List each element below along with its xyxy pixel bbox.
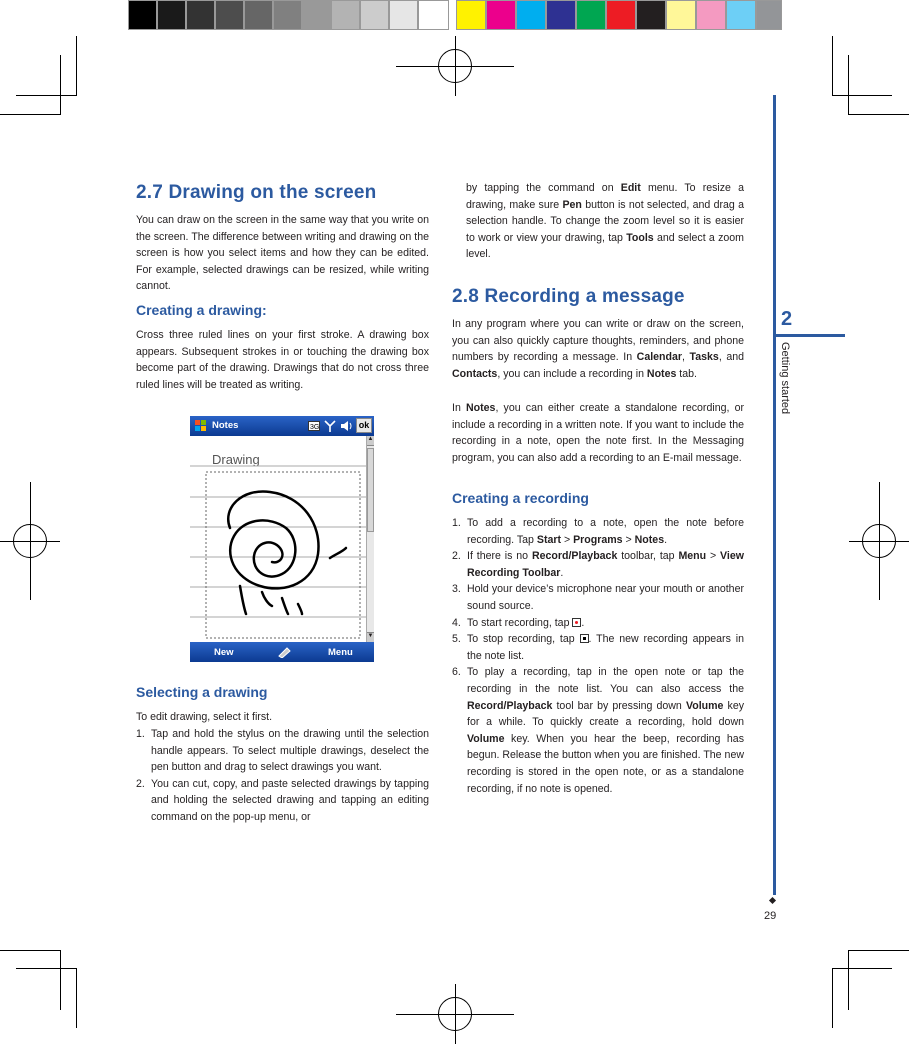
registration-circle (13, 524, 47, 558)
title-bar (190, 416, 374, 436)
scroll-up-icon[interactable]: ▲ (367, 436, 374, 446)
note-title: Drawing (212, 452, 260, 467)
selecting-drawing-text: To edit drawing, select it first. (136, 711, 273, 723)
crop-mark (76, 968, 77, 1028)
gray-swatch (389, 0, 418, 30)
diamond-icon (769, 897, 776, 904)
crop-mark (832, 968, 833, 1028)
registration-circle (438, 49, 472, 83)
crop-mark (76, 36, 77, 96)
color-swatch (606, 0, 636, 30)
list-item (136, 776, 429, 826)
recording-notes-text: In Notes, you can either create a standalone recording, or include a recording in a written note. If you want to include the recording in a note, open the note first. In the Messaging program, you can also add a recording to an E-mail message. (452, 402, 744, 464)
crop-mark (0, 114, 60, 115)
color-swatch (666, 0, 696, 30)
ok-button[interactable]: ok (356, 418, 372, 433)
color-swatch (726, 0, 756, 30)
color-swatch (576, 0, 606, 30)
step-text: You can cut, copy, and paste selected drawings by tapping and holding the selected drawing and tapping an editing command on the pop-up menu, or (151, 777, 429, 823)
creating-drawing-text: Cross three ruled lines on your first stroke. A drawing box appears. Subsequent strokes in or touching the drawing box become part of the drawing. Drawings that do not cross three ruled lines will be treated as writing. (136, 329, 429, 391)
chapter-rule-horizontal (773, 334, 845, 337)
gray-swatch (244, 0, 273, 30)
selecting-continued: by tapping the command on Edit menu. To resize a drawing, make sure Pen button is not selected, and drag a selection handle. To change the zoom level so it is easier to work or view your drawing, tap Tools and select a zoom level. (466, 182, 745, 261)
gray-swatch (418, 0, 449, 30)
gray-swatch (331, 0, 360, 30)
chapter-rule (773, 95, 776, 895)
list-item (136, 726, 429, 776)
step-number: 2. (136, 777, 145, 790)
step-text: Tap and hold the stylus on the drawing until the selection handle appears. To select multiple drawings, deselect the pen button and drag to select drawings you want. (151, 728, 429, 774)
keyboard-icon (308, 420, 320, 432)
selecting-steps (136, 726, 429, 826)
signal-icon (324, 419, 336, 433)
subheading-creating-recording: Creating a recording (452, 490, 589, 506)
gray-swatch (186, 0, 215, 30)
windows-logo-icon (194, 419, 208, 433)
new-softkey[interactable]: New (214, 647, 234, 658)
color-swatch (456, 0, 486, 30)
crop-mark (0, 950, 60, 951)
crop-mark (848, 114, 909, 115)
crop-mark (848, 950, 849, 1010)
color-swatch (516, 0, 546, 30)
list-item: 5. To stop recording, tap . The new recording appears in the note list. (452, 633, 744, 662)
pen-icon[interactable] (278, 646, 292, 658)
step-number: 1. (136, 728, 145, 740)
stop-icon (580, 634, 589, 643)
drawing-canvas[interactable] (190, 436, 366, 642)
color-swatch (756, 0, 782, 30)
speaker-icon (340, 419, 354, 433)
drawing-intro: You can draw on the screen in the same way that you write on the screen. The difference between writing and drawing on the screen is how you select items and how they can be edited. For example, selected drawings can be resized, while writing cannot. (136, 214, 429, 293)
list-item: 3. Hold your device’s microphone near your mouth or another sound source. (452, 583, 744, 612)
list-item: 2. If there is no Record/Playback toolbar, tap Menu > View Recording Toolbar. (452, 550, 744, 579)
crop-mark (16, 968, 76, 969)
gray-swatch (360, 0, 389, 30)
gray-swatch (273, 0, 302, 30)
svg-text:3G: 3G (310, 424, 320, 431)
crop-mark (848, 55, 849, 115)
color-swatch (636, 0, 666, 30)
registration-circle (862, 524, 896, 558)
list-item: 4. To start recording, tap . (452, 616, 585, 629)
crop-mark (832, 95, 892, 96)
crop-mark (16, 95, 76, 96)
subheading-selecting-drawing: Selecting a drawing (136, 684, 268, 700)
color-swatch (546, 0, 576, 30)
gray-swatch (215, 0, 244, 30)
recording-steps (452, 515, 744, 797)
crop-mark (832, 968, 892, 969)
scrollbar[interactable] (366, 436, 374, 642)
page-number: 29 (764, 910, 777, 922)
registration-circle (438, 997, 472, 1031)
recording-intro: In any program where you can write or draw on the screen, you can also quickly capture thoughts, reminders, and phone numbers by recording a message. In Calendar, Tasks, and Contacts, you can include a recording in Notes tab. (452, 318, 745, 380)
crop-mark (60, 950, 61, 1010)
chapter-title (779, 342, 793, 422)
app-title: Notes (212, 420, 239, 431)
chapter-title-text: Getting started (779, 342, 791, 415)
crop-mark (60, 55, 61, 115)
scroll-down-icon[interactable]: ▼ (367, 632, 374, 642)
subheading-creating-drawing: Creating a drawing: (136, 302, 267, 318)
crop-mark (832, 36, 833, 96)
crop-mark (848, 950, 909, 951)
menu-softkey[interactable]: Menu (328, 647, 353, 658)
gray-swatch (157, 0, 186, 30)
notes-screenshot (190, 416, 374, 662)
color-swatch (486, 0, 516, 30)
chapter-number: 2 (781, 308, 793, 330)
gray-swatch (128, 0, 157, 30)
gray-swatch (302, 0, 331, 30)
section-heading-drawing: 2.7 Drawing on the screen (136, 182, 377, 203)
color-swatch (696, 0, 726, 30)
section-heading-recording: 2.8 Recording a message (452, 286, 685, 307)
record-icon (572, 618, 581, 627)
menu-bar (190, 642, 374, 662)
list-item: 6. To play a recording, tap in the open note or tap the recording in the note list. You can also access the Record/Playback tool bar by pressing down Volume key for a while. To quickly create a recording, hold down Volume key. When you hear the beep, recording has begun. Release the button when you are finished. The new recording is stored in the open note, or as a standalone recording, if no note is opened. (452, 666, 745, 795)
list-item: 1. To add a recording to a note, open the note before recording. Tap Start > Programs > Notes. (452, 517, 744, 546)
scroll-thumb[interactable] (367, 448, 374, 532)
